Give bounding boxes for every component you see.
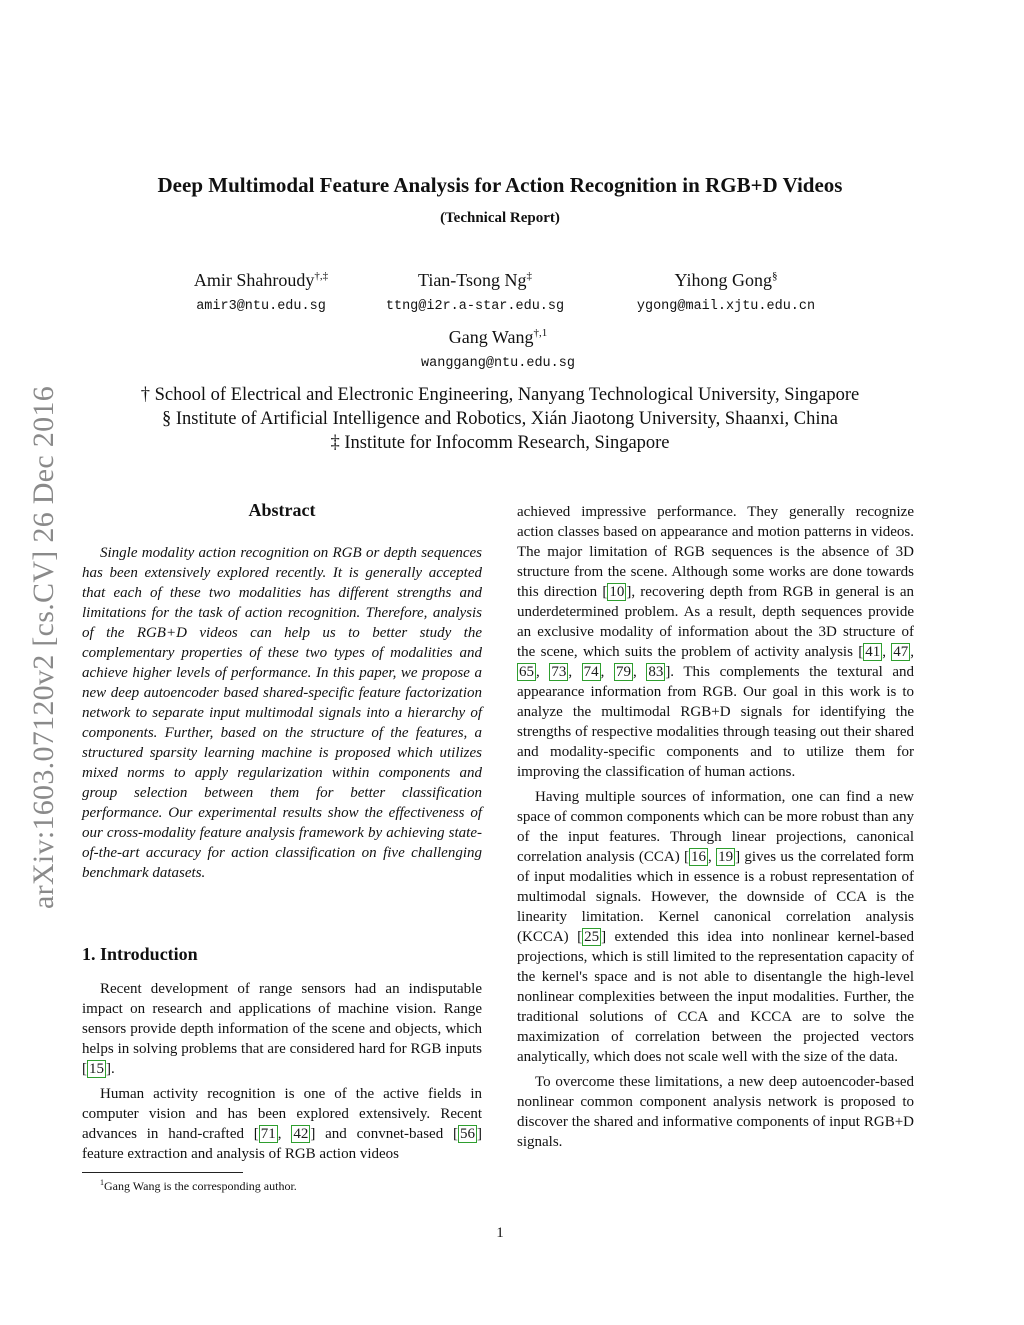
text-run: , recovering depth from RGB in general is an underdetermined problem. As a result, depth sequences provide an exclusive modality of information about the 3D structure of the scene, which suits the problem of activity analysis [ [517,584,914,660]
citation-link[interactable]: 10 [609,584,625,600]
footnote-divider [82,1172,243,1173]
arxiv-stamp-text: arXiv:1603.07120v2 [cs.CV] 26 Dec 2016 [27,386,60,909]
footnote-text: Gang Wang is the corresponding author. [104,1179,297,1193]
citation-link[interactable]: 71 [260,1126,276,1142]
citation-link[interactable]: 74 [583,664,599,680]
intro-paragraph: Human activity recognition is one of the active fields in computer vision and has been explored extensively. Recent advances in hand-crafted [ 71 , 42 ] and convnet-based [ 56 ] feature extraction and analysis of RGB action videos [82,1086,482,1162]
author-block [146,270,376,314]
author-block [360,270,590,314]
text-run: ] gives us the correlated form of input modalities which in essence is a robust representation of multimodal signals. However, the downside of CCA is the linearity limitation. Kernel canonical correlation analysis (KCCA) [517,849,915,945]
intro-paragraph: Recent development of range sensors had an indisputable impact on research and applications of machine vision. Range sensors provide depth information of the scene and objects, which helps in solving problems that are considered hard for RGB inputs [ 15 ]. [82,981,482,1077]
citation-link[interactable]: 15 [89,1061,104,1077]
text-run: achieved impressive performance. They generally recognize action classes based on appearance and motion patterns in videos. The major limitation of RGB sequences is the absence of 3D structure from the scene. Although some works are done towards this direction [517,504,914,600]
text-run: Recent development of range sensors had an indisputable impact on research and applications of machine vision. Range sensors provide depth information of the scene and objects, which helps in solving problems that are considered hard for RGB inputs [82,981,482,1057]
intro-body [82,979,482,1164]
right-column-body [517,502,914,1152]
text-run: . [111,1061,115,1077]
author-name: Tian-Tsong Ng [417,270,527,290]
paper-title: Deep Multimodal Feature Analysis for Action Recognition in RGB+D Videos [157,173,843,197]
author-block [383,327,613,371]
author-name: Gang Wang [448,327,534,347]
author-block [611,270,841,314]
author-email[interactable]: amir3@ntu.edu.sg [196,299,326,314]
citation-link[interactable]: 79 [615,664,631,680]
body-paragraph: To overcome these limitations, a new deep autoencoder-based nonlinear common component analysis network is proposed to discover the shared and informative components of input RGB+D signals. [517,1074,914,1150]
author-marks: § [772,270,778,282]
abstract-heading: Abstract [248,500,316,520]
paper-subtitle: (Technical Report) [440,210,560,226]
author-email[interactable]: ttng@i2r.a-star.edu.sg [385,299,565,314]
footnote [100,1178,297,1194]
citation-link[interactable]: 19 [718,849,734,865]
body-paragraph: achieved impressive performance. They generally recognize action classes based on appearance and motion patterns in videos. The major limitation of RGB sequences is the absence of 3D structure from the scene. Although some works are done towards this direction [ 10 ], recovering depth from RGB in general is an underdetermined problem. As a result, depth sequences provide an exclusive modality of information about the 3D structure of the scene, which suits the problem of activity analysis [ 41 , 47 , 65 , 73 , 74 , 79 , 83 ]. This complements the textural and appearance information from RGB. Our goal in this work is to analyze the multimodal RGB+D signals for identifying the strengths of respective modalities through teasing out their shared and modality-specific components and to utilize them for improving the classification of human actions. [517,504,915,780]
author-marks: †,1 [533,327,548,339]
affiliation: † School of Electrical and Electronic Engineering, Nanyang Technological University, Singapore [140,385,860,405]
affiliation: § Institute of Artificial Intelligence and Robotics, Xián Jiaotong University, Shaanxi, China [162,409,838,429]
section-heading: 1. Introduction [82,944,198,964]
author-email[interactable]: ygong@mail.xjtu.edu.cn [636,299,816,314]
abstract-paragraph: Single modality action recognition on RGB or depth sequences has been extensively explored recently. It is generally accepted that each of these two modalities has different strengths and limitations for the task of action recognition. Therefore, analysis of the RGB+D videos can help us to better study the complementary properties of these two types of modalities and achieve higher levels of performance. In this paper, we propose a new deep autoencoder based shared-specific feature factorization network to separate input multimodal signals into a hierarchy of components. Further, based on the structure of the features, a structured sparsity learning machine is proposed which utilizes mixed norms to apply regularization within components and group selection between them for better classification performance. Our experimental results show the effectiveness of our cross-modality feature analysis framework by achieving state-of-the-art accuracy for action classification on five challenging benchmark datasets. [82,545,482,881]
author-email[interactable]: wanggang@ntu.edu.sg [421,356,575,371]
citation-link[interactable]: 65 [519,664,534,680]
citation-link[interactable]: 41 [865,644,881,660]
citation-link[interactable]: 25 [584,929,600,945]
citation-link[interactable]: 42 [293,1126,309,1142]
text-run: extended this idea into nonlinear kernel-based projections, which is still limited to the representation capacity of the kernel's space and is not able to disentangle the high-level nonlinear complexities between the input modalities. Further, the traditional solutions of CCA and KCCA are to solve the maximization of correlation between the projected vectors analytically, which does not scale well with the size of the data. [517,929,915,1065]
page-number: 1 [496,1225,504,1241]
author-name: Amir Shahroudy [193,270,315,290]
author-marks: ‡ [526,270,533,282]
text-run: , [708,849,717,865]
body-paragraph: Having multiple sources of information, one can find a new space of common components which can be more robust than any of the input features. Through linear projections, canonical correlation analysis (CCA) [ 16 , 19 ] gives us the correlated form of input modalities which in essence is a robust representation of multimodal signals. However, the downside of CCA is the linearity limitation. Kernel canonical correlation analysis (KCCA) [ 25 ] extended this idea into nonlinear kernel-based projections, which is still limited to the representation capacity of the kernel's space and is not able to disentangle the high-level nonlinear complexities between the input modalities. Further, the traditional solutions of CCA and KCCA are to solve the maximization of correlation between the projected vectors analytically, which does not scale well with the size of the data. [517,789,915,1065]
text-run: , [277,1126,292,1142]
author-marks: †,‡ [314,270,329,282]
citation-link[interactable]: 73 [551,664,567,680]
affiliation: ‡ Institute for Infocomm Research, Singapore [330,433,670,453]
text-run: ]. This complements the textural and appearance information from RGB. Our goal in this work is to analyze the multimodal RGB+D signals for identifying the strengths of respective modalities through teasing out their shared and modality-specific components and to utilize them for improving the classification of human actions. [517,664,915,780]
citation-link[interactable]: 47 [893,644,909,660]
citation-link[interactable]: 16 [691,849,707,865]
text-run: ] and convnet-based [310,1126,453,1142]
text-run: Having multiple sources of information, one can find a new space of common components which can be more robust than any of the input features. Through linear projections, canonical correlation analysis (CCA) [ [517,789,914,865]
citation-link[interactable]: 56 [460,1126,475,1142]
text-run: Human activity recognition is one of the active fields in computer vision and has been explored extensively. Recent advances in hand-crafted [ [82,1086,482,1142]
text-run: feature extraction and analysis of RGB action videos [82,1146,399,1162]
footnote-mark: 1 [100,1178,104,1187]
author-name: Yihong Gong [674,270,772,290]
citation-link[interactable]: 83 [648,664,664,680]
abstract-body [82,543,482,883]
